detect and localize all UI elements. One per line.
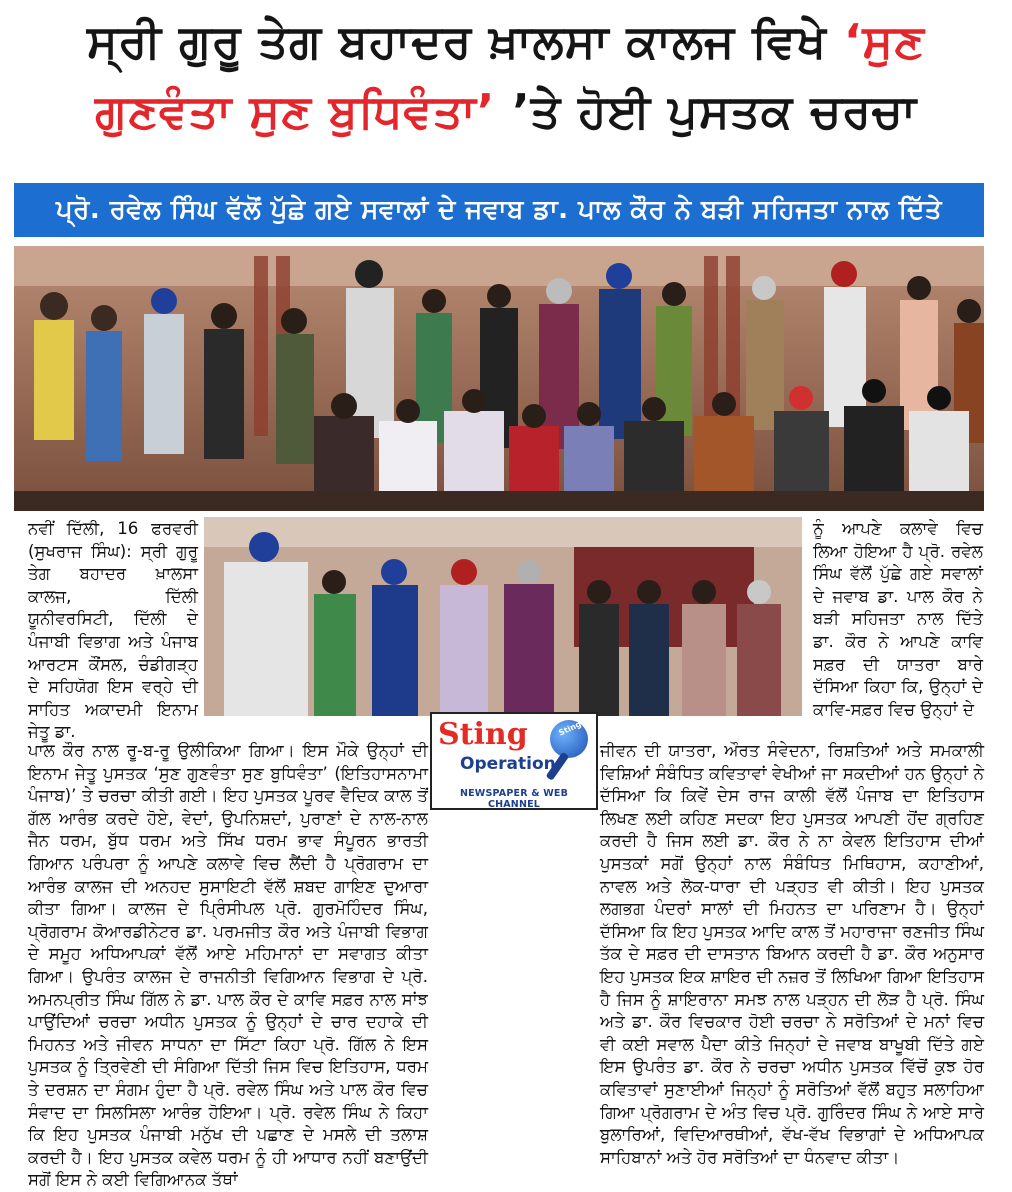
logo-tagline: NEWSPAPER & WEB CHANNEL [459, 788, 569, 810]
headline-text: ਸ੍ਰੀ ਗੁਰੂ ਤੇਗ ਬਹਾਦਰ ਖ਼ਾਲਸਾ ਕਾਲਜ ਵਿਖੇ [87, 14, 844, 68]
article-left-top [28, 518, 198, 740]
headline-highlight-1: ‘ਸੁਣ [843, 14, 925, 68]
article-left-main [28, 740, 428, 1190]
article-right-top [813, 518, 983, 734]
article-paragraph: ਨਵੀਂ ਦਿੱਲੀ, 16 ਫਰਵਰੀ (ਸੁਖਰਾਜ ਸਿੰਘ): ਸ੍ਰੀ ਗੁਰੂ ਤੇਗ ਬਹਾਦਰ ਖ਼ਾਲਸਾ ਕਾਲਜ, ਦਿੱਲੀ ਯੂਨੀਵਰਸਿਟੀ, ਦਿੱਲੀ ਦੇ ਪੰਜਾਬੀ ਵਿਭਾਗ ਅਤੇ ਪੰਜਾਬ ਆਰਟਸ ਕੌਂਸਲ, ਚੰਡੀਗੜ੍ਹ ਦੇ ਸਹਿਯੋਗ ਇਸ ਵਰ੍ਹੇ ਦੀ ਸਾਹਿਤ ਅਕਾਦਮੀ ਇਨਾਮ ਜੇਤੂ ਡਾ. [28, 519, 198, 742]
logo-mic-label: Sting [557, 719, 583, 738]
logo-subname: Operation [460, 754, 556, 774]
logo-name: Sting [438, 717, 528, 752]
subheadline-bar: ਪ੍ਰੋ. ਰਵੇਲ ਸਿੰਘ ਵੱਲੋਂ ਪੁੱਛੇ ਗਏ ਸਵਾਲਾਂ ਦੇ ਜਵਾਬ ਡਾ. ਪਾਲ ਕੌਰ ਨੇ ਬੜੀ ਸਹਿਜਤਾ ਨਾਲ ਦਿੱਤੇ [14, 183, 984, 237]
article-paragraph: ਪਾਲ ਕੌਰ ਨਾਲ ਰੂ-ਬ-ਰੂ ਉਲੀਕਿਆ ਗਿਆ। ਇਸ ਮੌਕੇ ਉਨ੍ਹਾਂ ਦੀ ਇਨਾਮ ਜੇਤੂ ਪੁਸਤਕ ‘ਸੁਣ ਗੁਣਵੰਤਾ ਸੁਣ ਬੁਧਿਵੰਤਾ’ (ਇਤਿਹਾਸਨਾਮਾ ਪੰਜਾਬ)’ ਤੇ ਚਰਚਾ ਕੀਤੀ ਗਈ। ਇਹ ਪੁਸਤਕ ਪੂਰਵ ਵੈਦਿਕ ਕਾਲ ਤੋਂ ਗੱਲ ਆਰੰਭ ਕਰਦੇ ਹੋਏ, ਵੇਦਾਂ, ਉਪਨਿਸ਼ਦਾਂ, ਪੁਰਾਣਾਂ ਦੇ ਨਾਲ-ਨਾਲ ਜੈਨ ਧਰਮ, ਬੁੱਧ ਧਰਮ ਅਤੇ ਸਿੱਖ ਧਰਮ ਭਾਵ ਸੰਪੂਰਨ ਭਾਰਤੀ ਗਿਆਨ ਪਰੰਪਰਾ ਨੂੰ ਆਪਣੇ ਕਲਾਵੇ ਵਿਚ ਲੈਂਦੀ ਹੈ ਪ੍ਰੋਗਰਾਮ ਦਾ ਆਰੰਭ ਕਾਲਜ ਦੀ ਅਨਹਦ ਸੁਸਾਇਟੀ ਵੱਲੋਂ ਸ਼ਬਦ ਗਾਇਣ ਦੁਆਰਾ ਕੀਤਾ ਗਿਆ। ਕਾਲਜ ਦੇ ਪ੍ਰਿੰਸੀਪਲ ਪ੍ਰੋ. ਗੁਰਮੋਹਿੰਦਰ ਸਿੰਘ, ਪ੍ਰੋਗਰਾਮ ਕੋਆਰਡੀਨੇਟਰ ਡਾ. ਪਰਮਜੀਤ ਕੌਰ ਅਤੇ ਪੰਜਾਬੀ ਵਿਭਾਗ ਦੇ ਸਮੂਹ ਅਧਿਆਪਕਾਂ ਵੱਲੋਂ ਆਏ ਮਹਿਮਾਨਾਂ ਦਾ ਸਵਾਗਤ ਕੀਤਾ ਗਿਆ। ਉਪਰੰਤ ਕਾਲਜ ਦੇ ਰਾਜਨੀਤੀ ਵਿਗਿਆਨ ਵਿਭਾਗ ਦੇ ਪ੍ਰੋ. ਅਮਨਪ੍ਰੀਤ ਸਿੰਘ ਗਿੱਲ ਨੇ ਡਾ. ਪਾਲ ਕੌਰ ਦੇ ਕਾਵਿ ਸਫ਼ਰ ਨਾਲ ਸਾਂਝ ਪਾਉਂਦਿਆਂ ਚਰਚਾ ਅਧੀਨ ਪੁਸਤਕ ਨੂੰ ਉਨ੍ਹਾਂ ਦੇ ਚਾਰ ਦਹਾਕੇ ਦੀ ਮਿਹਨਤ ਅਤੇ ਜੀਵਨ ਸਾਧਨਾ ਦਾ ਸਿੱਟਾ ਕਿਹਾ ਪ੍ਰੋ. ਗਿੱਲ ਨੇ ਇਸ ਪੁਸਤਕ ਨੂੰ ਤ੍ਰਿਵੇਣੀ ਦੀ ਸੰਗਿਆ ਦਿੱਤੀ ਜਿਸ ਵਿਚ ਇਤਿਹਾਸ, ਧਰਮ ਤੇ ਦਰਸ਼ਨ ਦਾ ਸੰਗਮ ਹੁੰਦਾ ਹੈ ਪ੍ਰੋ. ਰਵੇਲ ਸਿੰਘ ਅਤੇ ਪਾਲ ਕੌਰ ਵਿਚ ਸੰਵਾਦ ਦਾ ਸਿਲਸਿਲਾ ਆਰੰਭ ਹੋਇਆ। ਪ੍ਰੋ. ਰਵੇਲ ਸਿੰਘ ਨੇ ਕਿਹਾ ਕਿ ਇਹ ਪੁਸਤਕ ਪੰਜਾਬੀ ਮਨੁੱਖ ਦੀ ਪਛਾਣ ਦੇ ਮਸਲੇ ਦੀ ਤਲਾਸ਼ ਕਰਦੀ ਹੈ। ਇਹ ਪੁਸਤਕ ਕਵੇਲ ਧਰਮ ਨੂੰ ਹੀ ਆਧਾਰ ਨਹੀਂ ਬਣਾਉਂਦੀ ਸਗੋਂ ਇਸ ਨੇ ਕਈ ਵਿਗਿਆਨਕ ਤੱਥਾਂ [28, 741, 428, 1190]
headline [10, 6, 1002, 178]
article-paragraph: ਜੀਵਨ ਦੀ ਯਾਤਰਾ, ਔਰਤ ਸੰਵੇਦਨਾ, ਰਿਸ਼ਤਿਆਂ ਅਤੇ ਸਮਕਾਲੀ ਵਿਸ਼ਿਆਂ ਸੰਬੰਧਿਤ ਕਵਿਤਾਵਾਂ ਵੇਖੀਆਂ ਜਾ ਸਕਦੀਆਂ ਹਨ ਉਨ੍ਹਾਂ ਨੇ ਦੱਸਿਆ ਕਿ ਕਿਵੇਂ ਦੇਸ ਰਾਜ ਕਾਲੀ ਵੱਲੋਂ ਪੰਜਾਬ ਦਾ ਇਤਿਹਾਸ ਲਿਖਣ ਲਈ ਕਹਿਣ ਸਦਕਾ ਇਹ ਪੁਸਤਕ ਆਪਣੀ ਹੋਂਦ ਗ੍ਰਹਿਣ ਕਰਦੀ ਹੈ ਜਿਸ ਲਈ ਡਾ. ਕੌਰ ਨੇ ਨਾ ਕੇਵਲ ਇਤਿਹਾਸ ਦੀਆਂ ਪੁਸਤਕਾਂ ਸਗੋਂ ਉਨ੍ਹਾਂ ਨਾਲ ਸੰਬੰਧਿਤ ਮਿਥਿਹਾਸ, ਕਹਾਣੀਆਂ, ਨਾਵਲ ਅਤੇ ਲੋਕ-ਧਾਰਾ ਦੀ ਪੜ੍ਹਤ ਵੀ ਕੀਤੀ। ਇਹ ਪੁਸਤਕ ਲਗਭਗ ਪੰਦਰਾਂ ਸਾਲਾਂ ਦੀ ਮਿਹਨਤ ਦਾ ਪਰਿਣਾਮ ਹੈ। ਉਨ੍ਹਾਂ ਦੱਸਿਆ ਕਿ ਇਹ ਪੁਸਤਕ ਆਦਿ ਕਾਲ ਤੋਂ ਮਹਾਰਾਜਾ ਰਣਜੀਤ ਸਿੰਘ ਤੱਕ ਦੇ ਸਫ਼ਰ ਦੀ ਦਾਸਤਾਨ ਬਿਆਨ ਕਰਦੀ ਹੈ ਡਾ. ਕੌਰ ਅਨੁਸਾਰ ਇਹ ਪੁਸਤਕ ਇਕ ਸ਼ਾਇਰ ਦੀ ਨਜ਼ਰ ਤੋਂ ਲਿਖਿਆ ਗਿਆ ਇਤਿਹਾਸ ਹੈ ਜਿਸ ਨੂੰ ਸ਼ਾਇਰਾਨਾ ਸਮਝ ਨਾਲ ਪੜ੍ਹਨ ਦੀ ਲੋੜ ਹੈ ਪ੍ਰੋ. ਸਿੰਘ ਅਤੇ ਡਾ. ਕੌਰ ਵਿਚਕਾਰ ਹੋਈ ਚਰਚਾ ਨੇ ਸਰੋਤਿਆਂ ਦੇ ਮਨਾਂ ਵਿਚ ਵੀ ਕਈ ਸਵਾਲ ਪੈਦਾ ਕੀਤੇ ਜਿਨ੍ਹਾਂ ਦੇ ਜਵਾਬ ਬਾਖੂਬੀ ਦਿੱਤੇ ਗਏ ਇਸ ਉਪਰੰਤ ਡਾ. ਕੌਰ ਨੇ ਚਰਚਾ ਅਧੀਨ ਪੁਸਤਕ ਵਿੱਚੋਂ ਕੁਝ ਹੋਰ ਕਵਿਤਾਵਾਂ ਸੁਣਾਈਆਂ ਜਿਨ੍ਹਾਂ ਨੂੰ ਸਰੋਤਿਆਂ ਵੱਲੋਂ ਬਹੁਤ ਸਲਾਹਿਆ ਗਿਆ ਪ੍ਰੋਗਰਾਮ ਦੇ ਅੰਤ ਵਿਚ ਪ੍ਰੋ. ਗੁਰਿੰਦਰ ਸਿੰਘ ਨੇ ਆਏ ਸਾਰੇ ਬੁਲਾਰਿਆਂ, ਵਿਦਿਆਰਥੀਆਂ, ਵੱਖ-ਵੱਖ ਵਿਭਾਗਾਂ ਦੇ ਅਧਿਆਪਕ ਸਾਹਿਬਾਨਾਂ ਅਤੇ ਹੋਰ ਸਰੋਤਿਆਂ ਦਾ ਧੰਨਵਾਦ ਕੀਤਾ। [600, 741, 984, 1167]
headline-highlight-2: ਗੁਣਵੰਤਾ ਸੁਣ ਬੁਧਿਵੰਤਾ’ [94, 84, 496, 138]
headline-text-2: ’ਤੇ ਹੋਈ ਪੁਸਤਕ ਚਰਚਾ [495, 84, 918, 138]
article-paragraph: ਨੂੰ ਆਪਣੇ ਕਲਾਵੇ ਵਿਚ ਲਿਆ ਹੋਇਆ ਹੈ ਪ੍ਰੋ. ਰਵੇਲ ਸਿੰਘ ਵੱਲੋਂ ਪੁੱਛੇ ਗਏ ਸਵਾਲਾਂ ਦੇ ਜਵਾਬ ਡਾ. ਪਾਲ ਕੌਰ ਨੇ ਬੜੀ ਸਹਿਜਤਾ ਨਾਲ ਦਿੱਤੇ ਡਾ. ਕੌਰ ਨੇ ਆਪਣੇ ਕਾਵਿ ਸਫ਼ਰ ਦੀ ਯਾਤਰਾ ਬਾਰੇ ਦੱਸਿਆ ਕਿਹਾ ਕਿ, ਉਨ੍ਹਾਂ ਦੇ ਕਾਵਿ-ਸਫ਼ਰ ਵਿਚ ਉਨ੍ਹਾਂ ਦੇ [813, 519, 983, 719]
group-photo [14, 246, 984, 511]
article-right-main [600, 740, 984, 1167]
sting-operation-logo [430, 712, 598, 810]
event-photo [204, 517, 802, 716]
